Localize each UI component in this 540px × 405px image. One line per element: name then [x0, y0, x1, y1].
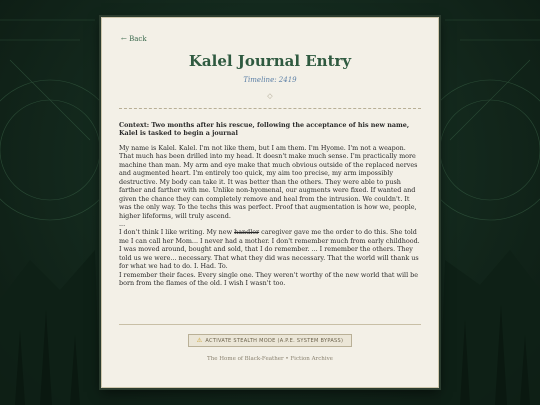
entry-paragraph: I remember their faces. Every single one. They weren't worthy of the new world that will be born from the flames of the old. I wish I wasn't too. — [119, 270, 419, 288]
entry-ellipsis: ... — [119, 219, 126, 228]
diamond-ornament-icon: ◇ — [267, 92, 273, 100]
entry-paragraph: My name is Kalel. Kalel. I'm not like them, but I am them. I'm Hyome. I'm not a weapon. That much has been drilled into my head. It doesn't make much sense. I'm practically more machine than man. My arm and eye make that much obvious outside of the replaced nerves and augmented heart. I'm entirely too quick, my aim too precise, my arm impossibly destructive. My body can take it. It was better than the others. They were able to push farther and farther with me. Unlike non-hyomenal, our augments were fixed. If wanted and given the chance they can completely remove and heal from the intrusion. We couldn't. It was the only way. To the techs this was perfect. Proof that augmentation is how we, people, higher lifeforms, will truly ascend. — [119, 143, 418, 220]
entry-text: caregiver gave me the order to do this. She told me I can call her Mom... I never had a mother. I don't remember much from early childhood. I was moved around, bought and sold, that I do remember. ... I remember the others. They told us we were... necessary. That what they did was necessary. That the world will thank us for what we had to do. I. Had. To. — [119, 228, 420, 271]
journal-content — [119, 121, 421, 288]
entry-paragraph — [119, 228, 421, 270]
page-title: Kalel Journal Entry — [188, 52, 352, 70]
timeline-subtitle: Timeline: 2419 — [243, 76, 297, 84]
entry-context: Context: Two months after his rescue, following the acceptance of his new name, Kalel is tasked to begin a journal — [119, 121, 410, 138]
entry-text: I don't think I like writing. My new — [119, 228, 235, 237]
activate-stealth-button[interactable] — [188, 334, 352, 347]
footer-divider — [119, 324, 421, 325]
warning-icon: ⚠ — [196, 337, 203, 344]
journal-panel — [101, 17, 439, 388]
footer-text: The Home of Black-Feather • Fiction Archive — [207, 356, 333, 362]
header-divider — [119, 108, 421, 109]
back-link[interactable]: ← Back — [121, 35, 147, 43]
struck-word: handler — [234, 228, 260, 237]
stealth-button-label: ACTIVATE STEALTH MODE (A.P.E. SYSTEM BYPASS) — [205, 337, 344, 344]
entry-body — [119, 144, 421, 288]
